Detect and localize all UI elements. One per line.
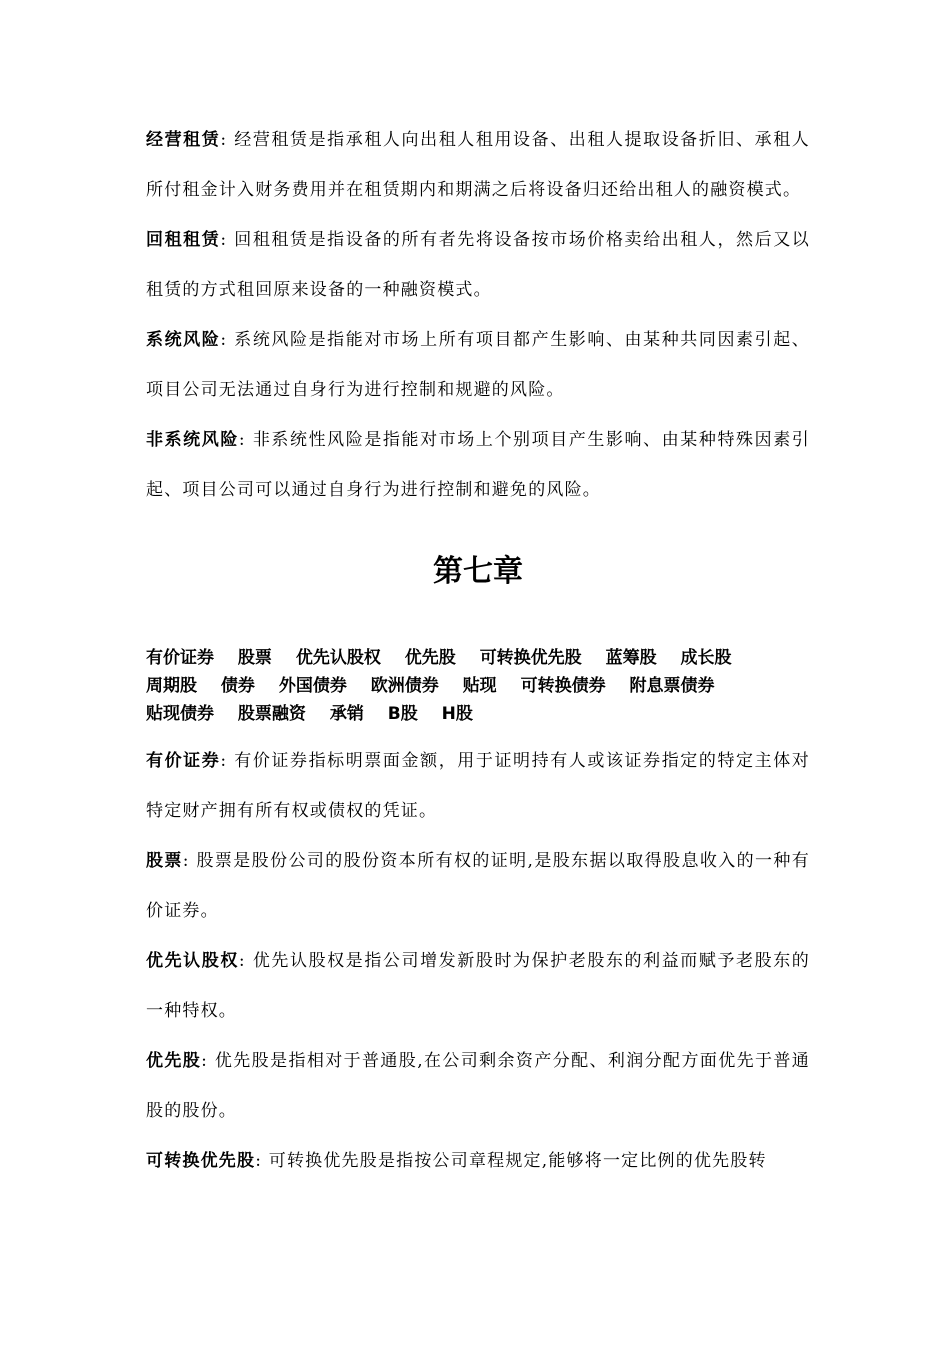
definition-separator: : [220, 330, 235, 350]
definition-paragraph [146, 415, 810, 515]
keyword: 蓝筹股 [605, 648, 657, 668]
definition-body: 有价证券指标明票面金额，用于证明持有人或该证券指定的特定主体对特定财产拥有所有权或债权的凭证。 [146, 751, 810, 821]
keyword: 债券 [220, 676, 255, 696]
definition-separator: : [255, 1151, 269, 1171]
keyword: 贴现债券 [146, 704, 214, 724]
definition-paragraph [146, 936, 810, 1036]
definition-separator: : [220, 230, 235, 250]
definition-paragraph [146, 1136, 810, 1186]
definition-term: 非系统风险 [146, 430, 239, 450]
definition-body: 非系统性风险是指能对市场上个别项目产生影响、由某种特殊因素引起、项目公司可以通过自身行为进行控制和避免的风险。 [146, 430, 810, 500]
definition-body: 可转换优先股是指按公司章程规定,能够将一定比例的优先股转 [268, 1151, 767, 1171]
keyword: 可转换优先股 [479, 648, 582, 668]
keyword: 承销 [329, 704, 364, 724]
definition-paragraph [146, 1036, 810, 1136]
definition-paragraph [146, 115, 810, 215]
keyword: 优先认股权 [295, 648, 381, 668]
definitions-after-chapter [146, 736, 810, 1186]
keyword: 附息票债券 [629, 676, 715, 696]
definition-term: 经营租赁 [146, 130, 221, 150]
chapter-heading: 第七章 [433, 554, 523, 589]
keyword: 有价证券 [146, 648, 214, 668]
definition-body: 优先认股权是指公司增发新股时为保护老股东的利益而赋予老股东的一种特权。 [146, 951, 810, 1021]
definition-body: 回租租赁是指设备的所有者先将设备按市场价格卖给出租人，然后又以租赁的方式租回原来设备的一种融资模式。 [146, 230, 810, 300]
definition-paragraph [146, 836, 810, 936]
definition-separator: : [238, 951, 253, 971]
definition-separator: : [201, 1051, 215, 1071]
definition-body: 股票是股份公司的股份资本所有权的证明,是股东据以取得股息收入的一种有价证券。 [146, 851, 810, 921]
definition-term: 优先认股权 [146, 951, 239, 971]
definition-separator: : [220, 751, 235, 771]
definition-term: 回租租赁 [146, 230, 221, 250]
keyword: 外国债券 [278, 676, 347, 696]
definition-term: 可转换优先股 [146, 1151, 256, 1171]
keyword: 周期股 [146, 676, 197, 696]
definition-body: 系统风险是指能对市场上所有项目都产生影响、由某种共同因素引起、项目公司无法通过自身行为进行控制和规避的风险。 [146, 330, 810, 400]
keyword-list [146, 644, 810, 728]
keyword: 股票融资 [237, 704, 306, 724]
definition-term: 有价证券 [146, 751, 221, 771]
definition-term: 系统风险 [146, 330, 221, 350]
keyword: 优先股 [404, 648, 456, 668]
definition-paragraph [146, 215, 810, 315]
definition-term: 股票 [146, 851, 183, 871]
keyword: H股 [441, 704, 473, 724]
keyword: 欧洲债券 [370, 676, 439, 696]
definitions-before-chapter [146, 115, 810, 515]
definition-separator: : [238, 430, 253, 450]
definition-paragraph [146, 315, 810, 415]
keyword: 成长股 [680, 648, 732, 668]
definition-paragraph [146, 736, 810, 836]
keyword: B股 [387, 704, 418, 724]
definition-separator: : [220, 130, 235, 150]
definition-separator: : [182, 851, 197, 871]
keyword: 可转换债券 [520, 676, 606, 696]
definition-body: 优先股是指相对于普通股,在公司剩余资产分配、利润分配方面优先于普通股的股份。 [146, 1051, 810, 1121]
definition-body: 经营租赁是指承租人向出租人租用设备、出租人提取设备折旧、承租人所付租金计入财务费用并在租赁期内和期满之后将设备归还给出租人的融资模式。 [146, 130, 810, 200]
keyword: 股票 [237, 648, 272, 668]
keyword: 贴现 [462, 676, 497, 696]
document-content [146, 115, 810, 1186]
definition-term: 优先股 [146, 1051, 202, 1071]
